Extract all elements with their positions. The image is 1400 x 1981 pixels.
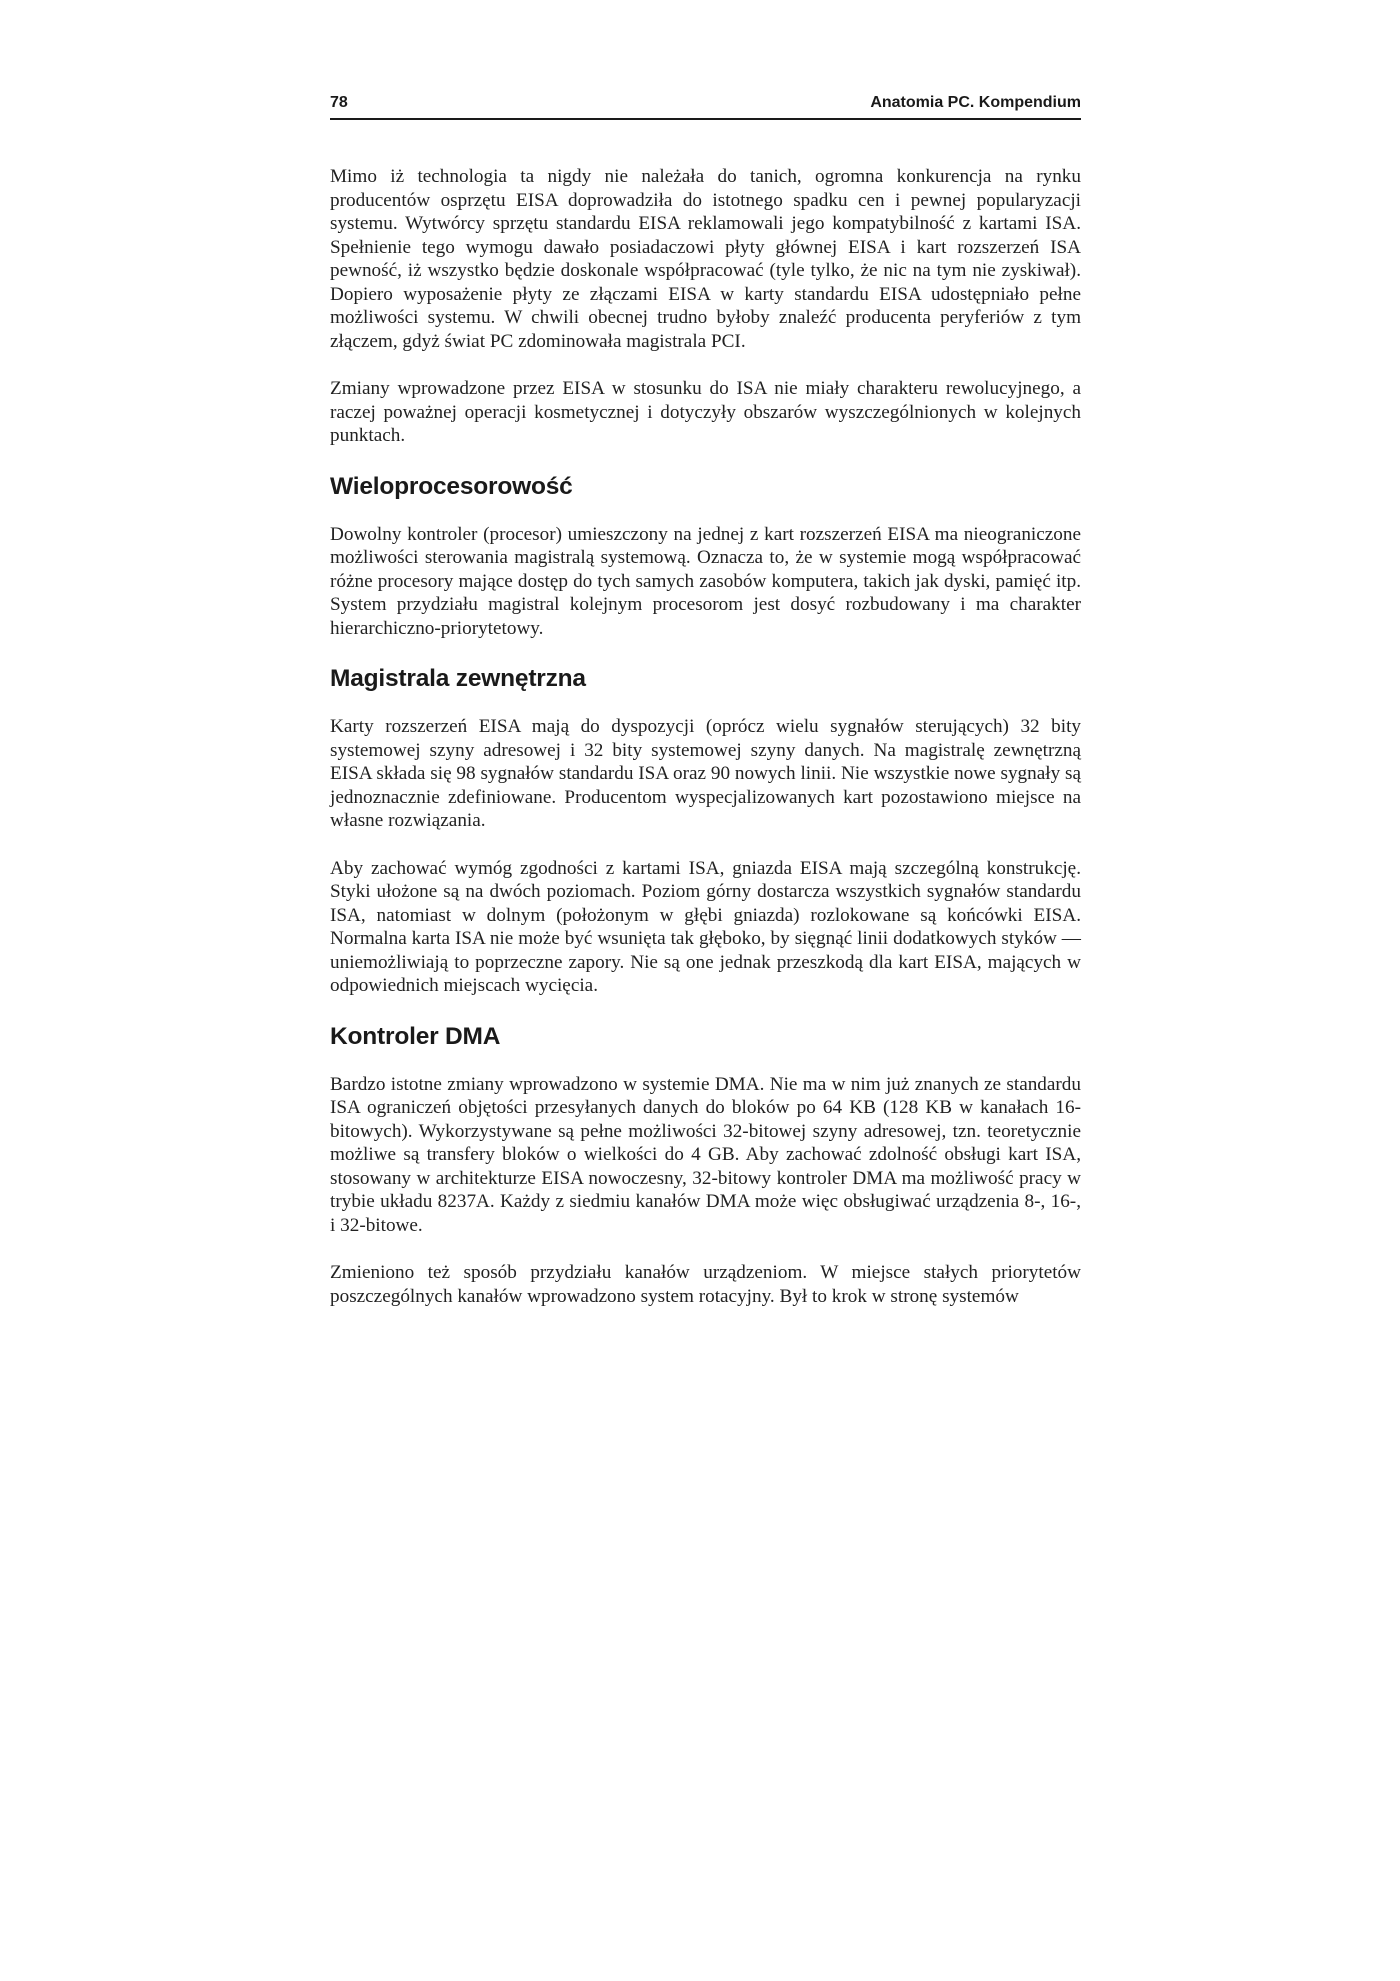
paragraph: Zmieniono też sposób przydziału kanałów urządzeniom. W miejsce stałych priorytetów poszczególnych kanałów wprowadzono system rotacyjny. Był to krok w stronę systemów [330, 1262, 1081, 1307]
paragraph: Karty rozszerzeń EISA mają do dyspozycji (oprócz wielu sygnałów sterujących) 32 bity systemowej szyny adresowej i 32 bity systemowej szyny danych. Na magistralę zewnętrzną EISA składa się 98 sygnałów standardu ISA oraz 90 nowych linii. Nie wszystkie nowe sygnały są jednoznacznie zdefiniowane. Producentom wyspecjalizowanych kart pozostawiono miejsce na własne rozwiązania. [330, 716, 1081, 831]
paragraph: Zmiany wprowadzone przez EISA w stosunku do ISA nie miały charakteru rewolucyjnego, a raczej poważnej operacji kosmetycznej i dotyczyły obszarów wyszczególnionych w kolejnych punktach. [330, 378, 1081, 446]
section-heading: Wieloprocesorowość [330, 472, 573, 500]
paragraph: Aby zachować wymóg zgodności z kartami ISA, gniazda EISA mają szczególną konstrukcję. Styki ułożone są na dwóch poziomach. Poziom górny dostarcza wszystkich sygnałów standardu ISA, natomiast w dolnym (położonym w głębi gniazda) rozlokowane są końcówki EISA. Normalna karta ISA nie może być wsunięta tak głęboko, by sięgnąć linii dodatkowych styków — uniemożliwiają to poprzeczne zapory. Nie są one jednak przeszkodą dla kart EISA, mających w odpowiednich miejscach wycięcia. [330, 857, 1081, 996]
running-header [330, 94, 1081, 120]
page-content [330, 165, 1081, 1332]
section-heading: Magistrala zewnętrzna [330, 665, 586, 692]
book-title: Anatomia PC. Kompendium [870, 94, 1081, 111]
section-heading: Kontroler DMA [330, 1022, 501, 1050]
paragraph: Bardzo istotne zmiany wprowadzono w systemie DMA. Nie ma w nim już znanych ze standardu ISA ograniczeń objętości przesyłanych danych do bloków po 64 KB (128 KB w kanałach 16-bitowych). Wykorzystywane są pełne możliwości 32-bitowej szyny adresowej, tzn. teoretycznie możliwe są transfery bloków o wielkości do 4 GB. Aby zachować zdolność obsługi kart ISA, stosowany w architekturze EISA nowoczesny, 32-bitowy kontroler DMA ma możliwość pracy w trybie układu 8237A. Każdy z siedmiu kanałów DMA może więc obsługiwać urządzenia 8-, 16-, i 32-bitowe. [330, 1073, 1081, 1236]
paragraph: Mimo iż technologia ta nigdy nie należała do tanich, ogromna konkurencja na rynku producentów osprzętu EISA doprowadziła do istotnego spadku cen i pewnej popularyzacji systemu. Wytwórcy sprzętu standardu EISA reklamowali jego kompatybilność z kartami ISA. Spełnienie tego wymogu dawało posiadaczowi płyty głównej EISA i kart rozszerzeń ISA pewność, iż wszystko będzie doskonale współpracować (tyle tylko, że nic na tym nie zyskiwał). Dopiero wyposażenie płyty ze złączami EISA w karty standardu EISA udostępniało pełne możliwości systemu. W chwili obecnej trudno byłoby znaleźć producenta peryferiów z tym złączem, gdyż świat PC zdominowała magistrala PCI. [330, 166, 1081, 352]
page-number: 78 [330, 94, 348, 111]
paragraph: Dowolny kontroler (procesor) umieszczony na jednej z kart rozszerzeń EISA ma nieograniczone możliwości sterowania magistralą systemową. Oznacza to, że w systemie mogą współpracować różne procesory mające dostęp do tych samych zasobów komputera, takich jak dyski, pamięć itp. System przydziału magistral kolejnym procesorom jest dosyć rozbudowany i ma charakter hierarchiczno-priorytetowy. [330, 523, 1081, 639]
